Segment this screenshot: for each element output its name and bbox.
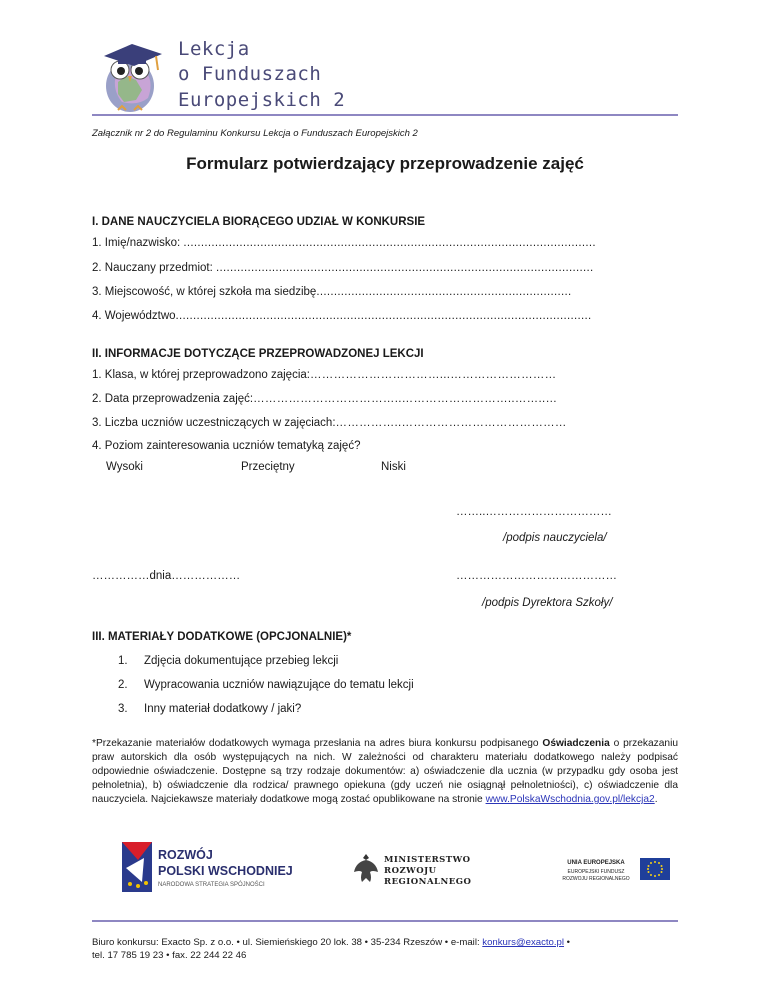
list-text: Wypracowania uczniów nawiązujące do tematu lekcji: [144, 679, 414, 691]
field-fill: .........................................................................: [316, 286, 572, 298]
teacher-signature-label: /podpis nauczyciela/: [503, 532, 607, 544]
footer-bullet: •: [564, 937, 571, 948]
section2-heading: II. INFORMACJE DOTYCZĄCE PRZEPROWADZONEJ LEKCJI: [92, 348, 424, 360]
annex-note: Załącznik nr 2 do Regulaminu Konkursu Lekcja o Funduszach Europejskich 2: [92, 128, 418, 139]
rozwoj-logo-line3: NARODOWA STRATEGIA SPÓJNOŚCI: [158, 882, 265, 888]
interest-option-high[interactable]: Wysoki: [106, 461, 143, 473]
list-text: Inny materiał dodatkowy / jaki?: [144, 703, 302, 715]
list-text: Zdjęcia dokumentujące przebieg lekcji: [144, 655, 339, 667]
field-label: 2. Data przeprowadzenia zajęć:: [92, 393, 254, 405]
school-town-field[interactable]: [92, 286, 678, 298]
teacher-signature-line[interactable]: ……..……………………………: [456, 506, 612, 518]
rozwoj-logo-line2: POLSKI WSCHODNIEJ: [158, 864, 293, 878]
ministry-logo-line2: ROZWOJU: [384, 866, 437, 876]
footnote-text-cont: o przekazaniu praw autorskich dla osób występujących na nich. W zależności od charakteru materiału dodatkowego należy podpisać odpowiednie oświadczenie. Dostępne są trzy rodzaje dokumentów: a) oświadczenie dla ucznia (w przypadku gdy osoba jest pełnoletnia), b) oświadczenie dla rodzica/ prawnego opiekuna (gdy uczeń nie osiągnął pełnoletniości), c) oświadczenie dla nauczyciela. Najciekawsze materiały dodatkowe mogą zostać opublikowane na stronie: [92, 738, 679, 805]
footnote-end: .: [654, 794, 658, 805]
field-label: 2. Nauczany przedmiot:: [92, 262, 217, 274]
field-label: 3. Miejscowość, w której szkoła ma siedzibę: [92, 286, 317, 298]
director-signature-label: /podpis Dyrektora Szkoły/: [482, 597, 613, 609]
interest-option-low[interactable]: Niski: [381, 461, 406, 473]
interest-option-medium[interactable]: Przeciętny: [241, 461, 295, 473]
field-fill: ……………..……………………………………: [335, 417, 567, 429]
logo-text-line3: Europejskich 2: [178, 89, 346, 111]
lesson-date-field[interactable]: [92, 393, 678, 405]
field-label: 3. Liczba uczniów uczestniczących w zajęciach:: [92, 417, 336, 429]
class-field[interactable]: [92, 369, 678, 381]
list-number: 2.: [118, 679, 128, 691]
subject-field[interactable]: [92, 262, 678, 274]
list-number: 3.: [118, 703, 128, 715]
eagle-emblem-icon: [353, 852, 379, 886]
footnote-bold: Oświadczenia: [542, 738, 610, 749]
footer-address: Biuro konkursu: Exacto Sp. z o.o. • ul. Siemieńskiego 20 lok. 38 • 35-234 Rzeszów • e-mail:: [92, 937, 483, 948]
voivodeship-field[interactable]: [92, 310, 678, 322]
header-divider: [92, 114, 678, 116]
field-label: 4. Poziom zainteresowania uczniów tematyką zajęć?: [92, 440, 361, 452]
field-fill: ......................................................................................................................: [183, 237, 596, 249]
logo-text-line2: o Funduszach: [178, 63, 322, 85]
section1-heading: I. DANE NAUCZYCIELA BIORĄCEGO UDZIAŁ W KONKURSIE: [92, 216, 426, 228]
interest-level-question: [92, 440, 678, 452]
ministry-logo-line1: MINISTERSTWO: [384, 855, 471, 865]
page-title: Formularz potwierdzający przeprowadzenie zajęć: [186, 154, 584, 173]
footer-divider: [92, 920, 678, 922]
eu-logo-line3: ROZWOJU REGIONALNEGO: [562, 876, 630, 882]
field-label: 4. Województwo: [92, 310, 176, 322]
field-label: 1. Klasa, w której przeprowadzono zajęcia:: [92, 369, 310, 381]
email-link[interactable]: konkurs@exacto.pl: [482, 937, 565, 948]
date-field[interactable]: ……………dnia………………: [92, 570, 241, 582]
footnote-text: *Przekazanie materiałów dodatkowych wymaga przesłania na adres biura konkursu podpisanego: [92, 738, 543, 749]
logo-text-line1: Lekcja: [178, 38, 250, 60]
teacher-name-field[interactable]: [92, 237, 678, 249]
section3-heading: III. MATERIAŁY DODATKOWE (OPCJONALNIE)*: [92, 631, 352, 643]
ministry-logo-line3: REGIONALNEGO: [384, 877, 472, 887]
field-fill: .......................................................................................................................: [175, 310, 592, 322]
eu-logo-line2: EUROPEJSKI FUNDUSZ: [567, 869, 625, 875]
website-link[interactable]: www.PolskaWschodnia.gov.pl/lekcja2: [485, 794, 655, 805]
list-item: [118, 655, 338, 667]
field-fill: ………………………………..………………………..……..…: [253, 393, 558, 405]
footnote: [92, 737, 678, 807]
footer-phone: tel. 17 785 19 23 • fax. 22 244 22 46: [92, 950, 247, 961]
owl-logo-icon: [96, 36, 168, 114]
field-fill: ……………………………...………………………: [309, 369, 557, 381]
director-signature-line[interactable]: ……………………………………: [456, 570, 617, 582]
list-item: [118, 679, 414, 691]
student-count-field[interactable]: [92, 417, 678, 429]
eu-logo-line1: UNIA EUROPEJSKA: [567, 860, 625, 866]
field-label: 1. Imię/nazwisko:: [92, 237, 184, 249]
list-number: 1.: [118, 655, 128, 667]
list-item: [118, 703, 301, 715]
footer: [92, 936, 570, 962]
rozwoj-logo-line1: ROZWÓJ: [158, 848, 213, 862]
field-fill: ............................................................................................................: [216, 262, 594, 274]
eu-flag-icon: [640, 858, 670, 880]
